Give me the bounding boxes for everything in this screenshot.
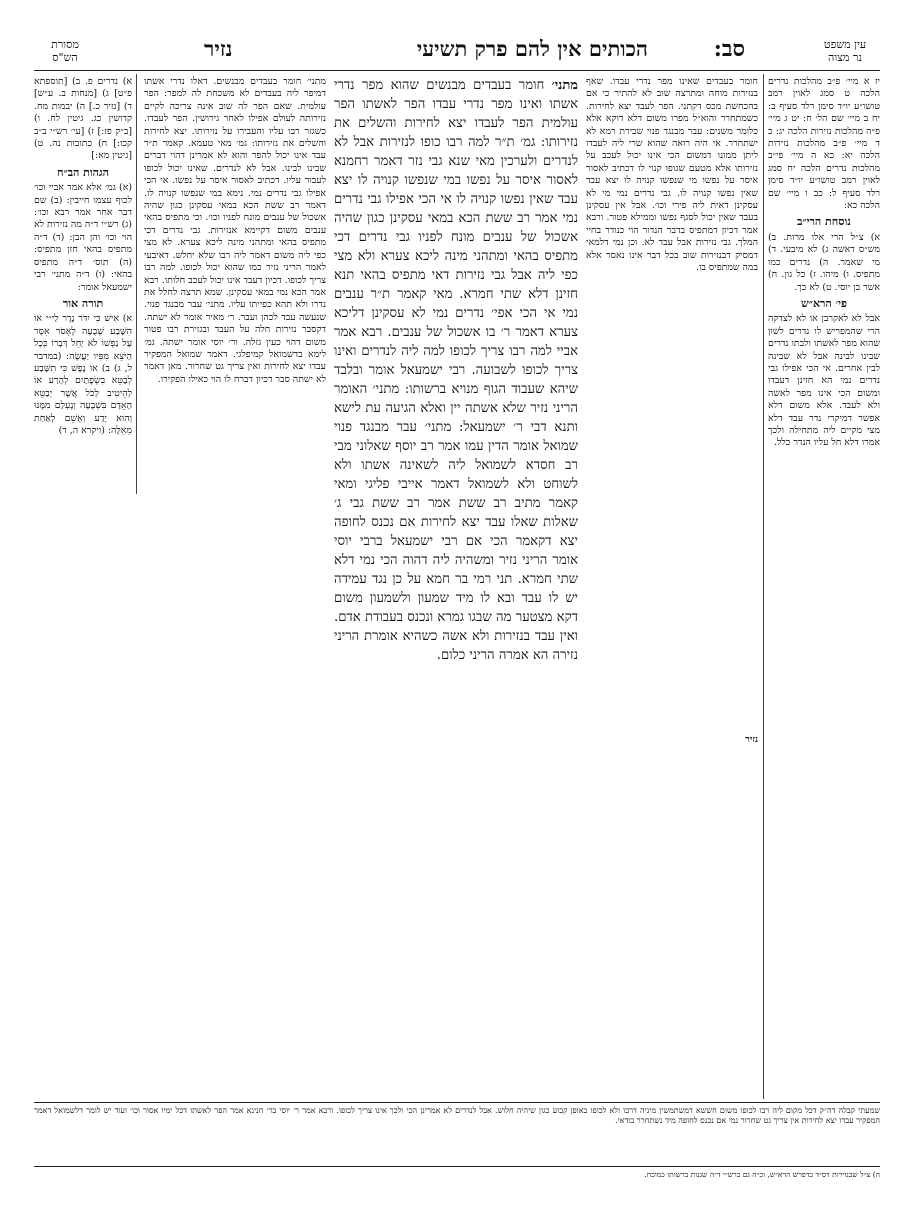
- hagahot-text: (א) גמ׳ אלא אמר אביי וכו׳ לכוף עצמו חייבין: (ב) שם דבר אחר אמר רבא וכו׳: (ג) רש״י ד״ה מה נזירות לא הוי וכו׳ והן הבן: (ד) ד״ה מתפיס בהאי חזן מתפיס: (ה) תוס׳ ד״ה מתפיס בהאי: (ו) ד״ה מתני׳ רבי ישמעאל אומר:: [34, 182, 132, 293]
- tosafot-text: חומר בעבדים שאינו מפר נדרי עבדו. שאף בנזירות מוחה ומתרצה שוב לא להתיר כי אם בהכחשת מכס דקתני. הפר לעבד יצא לחירות. כשמתחרר והוא״ל מפרו משום דלא דוקא אלא כלומר משנים: עבר מבנגד פנוי שבירת רמא לא ישתחרר. אי היה רואה שהוא שרי ליה לעבדו ליתן ממונו דמשום הכי אינו יכול לעכב על נזירותו אלא מטעם שגופו קנוי לו דכתיב לאסור איסר על נפשו מי שנפשו קנויה לו יצא עבד שאין נפשו קנויה לו. גבי נדרים נמי מי לא עסקינן דאית ליה פירי וכו׳. אבל אין עסקינן בעבד שאין יכול לסגף נפשו וממילא פטור. ורבא אמר דכיון דמתפיס בדבר הנדור הוי כנודר בחיי המלך. גבי נזירות אבל עבד לא. וכן נמי דלמאי דמסיק דבנזירות שוב בכל דבר אינו נאסר אלא במה שמתפיס בו.: [586, 76, 758, 274]
- nusach-text: א) צ״ל הרי אלו מרות. ב) מש״ס דאשה ג) לא מיבעי. ד) מי שאמר. ה) נדרים כמו מתפיס. ו) מיהו. ז) כל גון. ח) אשר בן יוסי. ט) לא כך.: [768, 231, 880, 293]
- bottom-rule: [34, 1166, 880, 1167]
- divider: [763, 74, 764, 1099]
- left-margin-column: [34, 76, 132, 496]
- divider: [136, 74, 137, 494]
- rosh-bottom-label: נזיר: [745, 734, 758, 745]
- ein-mishpat-text: יז א מיי׳ פ״ב מהלכות נדרים הלכה ט סמג לאוין רמב טושו״ע יו״ד סימן רלד סעיף ב: יח ב מיי׳ שם הל׳ ח: יט ג מיי׳ פ״ה מהלכות נזירות הלכה יג: כ ד מיי׳ פ״ב מהלכות נזירות הלכה יא: כא ה מיי׳ פי״ב מהלכות נדרים הלכה יח סמג לאוין רמב טושו״ע יו״ד סימן רלד סעיף ל: כב ו מיי׳ שם הלכה כא:: [768, 76, 880, 212]
- daf-number: סב:: [713, 36, 745, 62]
- chapter-title: הכותים אין להם פרק תשיעי: [416, 36, 648, 61]
- rosh-heading: פי׳ הרא״ש: [801, 296, 847, 310]
- torah-or-text: א) אִישׁ כִּי יִדֹּר נֶדֶר לַי״י אוֹ הִשָּׁבַע שְׁבֻעָה לֶאְסֹר אִסָּר עַל נַפְשׁוֹ לֹא יַחֵל דְּבָרוֹ כְּכָל הַיֹּצֵא מִפִּיו יַעֲשֶׂה: (במדבר ל, ג) ב) אוֹ נֶפֶשׁ כִּי תִשָּׁבַע לְבַטֵּא בִשְׂפָתַיִם לְהָרַע אוֹ לְהֵיטִיב לְכֹל אֲשֶׁר יְבַטֵּא הָאָדָם בִּשְׁבֻעָה וְנֶעְלַם מִמֶּנּוּ וְהוּא יָדַע וְאָשֵׁם לְאַחַת מֵאֵלֶּה: (ויקרא ה, ד): [34, 313, 132, 436]
- bottom-note: ה) צ״ל שבנזירות דס״ד כדפרש הרא״ש, וכ״ה גם ברש״י ד״ה שגנות ברשותו כמוכח.: [644, 1170, 880, 1179]
- header-rule: [34, 70, 880, 71]
- talmud-page: [34, 34, 880, 1184]
- gemara-text: חומר בעבדים מבנשים שהוא מפר נדרי אשתו ואינו מפר נדרי עבדו הפר לאשתו הפר עולמית הפר לעבדו יצא לחירות והשלים את נזירותו: גמ׳ ת״ר למה רבו כופו לנזירות אבל לא לנדרים ולערכין מאי שנא גבי נזר דאמר רחמנא לאסור איסר על נפשו במי שנפשו קנויה לו יצא עבד שאין נפשו קנויה לו אי הכי אפילו גבי נדרים נמי אמר רב ששת הכא במאי עסקינן כגון שהיה אשכול של ענבים מונח לפניו גבי נדרים דכי מתפיס בהאי ומתהני מינה ליכא צערא ולא מצי כפי ליה אבל גבי נזירות דאי מתפיס בהאי תנא חזינן דלא שתי חמרא. מאי קאמר ת״ר ענבים נמי אי הכי אפי׳ נדרים נמי לא עסקינן דליכא צערא דאמר ר׳ בו אשכול של ענבים. רבא אמר אביי למה רבו צריך לכופו למה ליה לנדרים ואינו צריך לכופו לשבועה. רבי ישמעאל אומר ובלבד שיהא שעבוד הגוף מנויא ברשותו: מתני׳ האומר הריני נזיר שלא אשתה יין ואלא הגיעה עת לישא ותנא דבי ר׳ ישמעאל: מתני׳ עבר מבנגד פנוי שמואל אומר הדין עמו אמר רב יוסף שאלוני מבי רב חסדא לשמואל ליה לשאינה אשתו ולא לשוחט ולא לשמואל דאמר אייבי פליגי ומאי קאמר מתיב רב ששת אמר רב ששת גבי ג׳ שאלות שאלו עבד יצא לחירות אם נכנס לחופה יצא דקאמר הכי אם רבי ישמעאל ברבי יוסי אומר הריני נזיר ומשהיה ליה דהוה הכי נמי דלא שתי חמרא. תני רמי בר חמא על כן נגד עמידה יש לו עבד ובא לו מיד שמעון ולשמעון משום דקא מצטער מה שבגו גמרא ונכנס בעבודת אדם. ואין עבד בנזירות ולא אשה כשהיא אומרת הריני נזירה הא אמרה הריני כלום.: [334, 78, 578, 663]
- tosafot-lower: [334, 734, 758, 934]
- hagahot-heading: הגהות הב״ח: [57, 165, 109, 179]
- tosafot-column: [586, 76, 758, 736]
- footnote: שמעתי קבלה דה״ק דכל מקום ליה רבו לכופו משום חששא דמשתמשין מיניה דרבו ולא לכופו באופן קבוע כגון שיהיה חלוש. אבל לנדרים לא אמרינן הכי ולכך אינו צריך לכופו. ורבא אמר ר׳ יוסי בר׳ חנינא אמר הפר לאשתו דכל ימיו אסור וכו׳ ועוד יש לומר דלשמואל דאמר המפקיר עבדו יצא לחירות אין צריך גט שחרור נמי אם נכנס לחופה מיד נשתחרר בודאי.: [34, 1106, 881, 1125]
- page-header: [34, 34, 880, 70]
- torah-or-heading: תורה אור: [62, 296, 104, 310]
- gemara-column: [334, 76, 578, 716]
- mishna-marker: מתני׳: [551, 78, 578, 93]
- nusach-heading: נוסחת הרי״ב: [797, 215, 851, 229]
- ein-mishpat-heading: עין משפט נר מצוה: [823, 38, 867, 64]
- rashi-text: מתני׳ חומר בעבדים מבנשים. דאלו נדרי אשתו דמיפר ליה בעבדים לא משכחת לה למפר: הפר עולמית. שאם הפר לה שוב אינה צריכה לקיים נזירותה לעולם אפילו לאחר גירושין. הפר לעבדו. כשגזר רבו עליו והעבירו על נזירותו. יצא לחירות והשלים את נזירותו: גמ׳ מאי טעמא. קאמר ת״ר עבד אינו יכול להפר והוא לא אמרינן דהוי דברים שבינו לבינו. אבל לא לנדרים. שאינו יכול לכופו לעבור עליו. דכתיב לאסור איסר על נפשו. אי הכי אפילו גבי נדרים נמי. נימא במי שנפשו קנויה לו. דאמר רב ששת הכא במאי עסקינן כגון שהיה אשכול של ענבים מונח לפניו וכו׳. וכי מתפיס בהאי ענבים משום דקיימא אנזירות. גבי נדרים דכי מתפיס בהאי ומתהני מינה ליכא צערא. לא מצי כפי ליה משום דאמר ליה רבו שלא יחלש. דאיבעי לאמר הריני נזיר כמו שהוא יכול לכופו. למה רבו צריך לכופו. דכיון דעבד אינו יכול לעכב חלותו. רבא אמר הכא נמי במאי עסקינן. שמא תרצה לחלל את נדרו ולא תהא כפייתו עליו. מתני׳ עבר מבנגד פנוי. שנעשה עבד לכהן ועבר. ר׳ מאיר אומר לא ישתה. דקסבר נזירות חלה על העבד ובגזירת רבו פטור משום דהוי כעין גזלה. ור׳ יוסי אומר ישתה. גמ׳ לימא בדשמואל קמיפלגי. דאמר שמואל המפקיר עבדו יצא לחירות ואין צריך גט שחרור. מאן דאמר לא ישתה סבר דכיון דברח לו הוי כאילו הפקירו.: [144, 76, 326, 385]
- mesoret-heading: מסורת הש"ס: [51, 38, 79, 64]
- footnote-rule: [34, 1102, 880, 1103]
- mesoret-text: א) נדרים פ. ב) [תוספתא פ״ט] ג) [מנחות ב. ע״ש] ד) [נזיר כ.] ה) יבמות מח. קדושין כג. גיטין לח. ו) [ב״ק פז:] ז) [עי׳ רש״י ב״ב קכו:] ח) כתובות נה. ט) [גיטין מא:]: [34, 76, 132, 162]
- right-margin-column: [768, 76, 880, 1096]
- rosh-text: אבל לא לאקרבן או לא לצדקה הרי שהמפריש לו נדרים לשון שהוא מפר לאשתו ולבתו נדרים שבינו לבינה אבל לא שבינה לבין אחרים. אי הכי אפילו גבי נדרים נמי הא חזינן דעבדו ומשום הכי אינו מפר לאשה ולא לעבד. אלא משום דלא אפשר דמיקרי נדר עבד דלא מצי מקיים ליה מתחילה ולכך אמרו דלא חל עליו הנדר כלל.: [768, 313, 880, 449]
- rashi-column: [144, 76, 326, 1096]
- tractate-title: נזיר: [204, 36, 233, 61]
